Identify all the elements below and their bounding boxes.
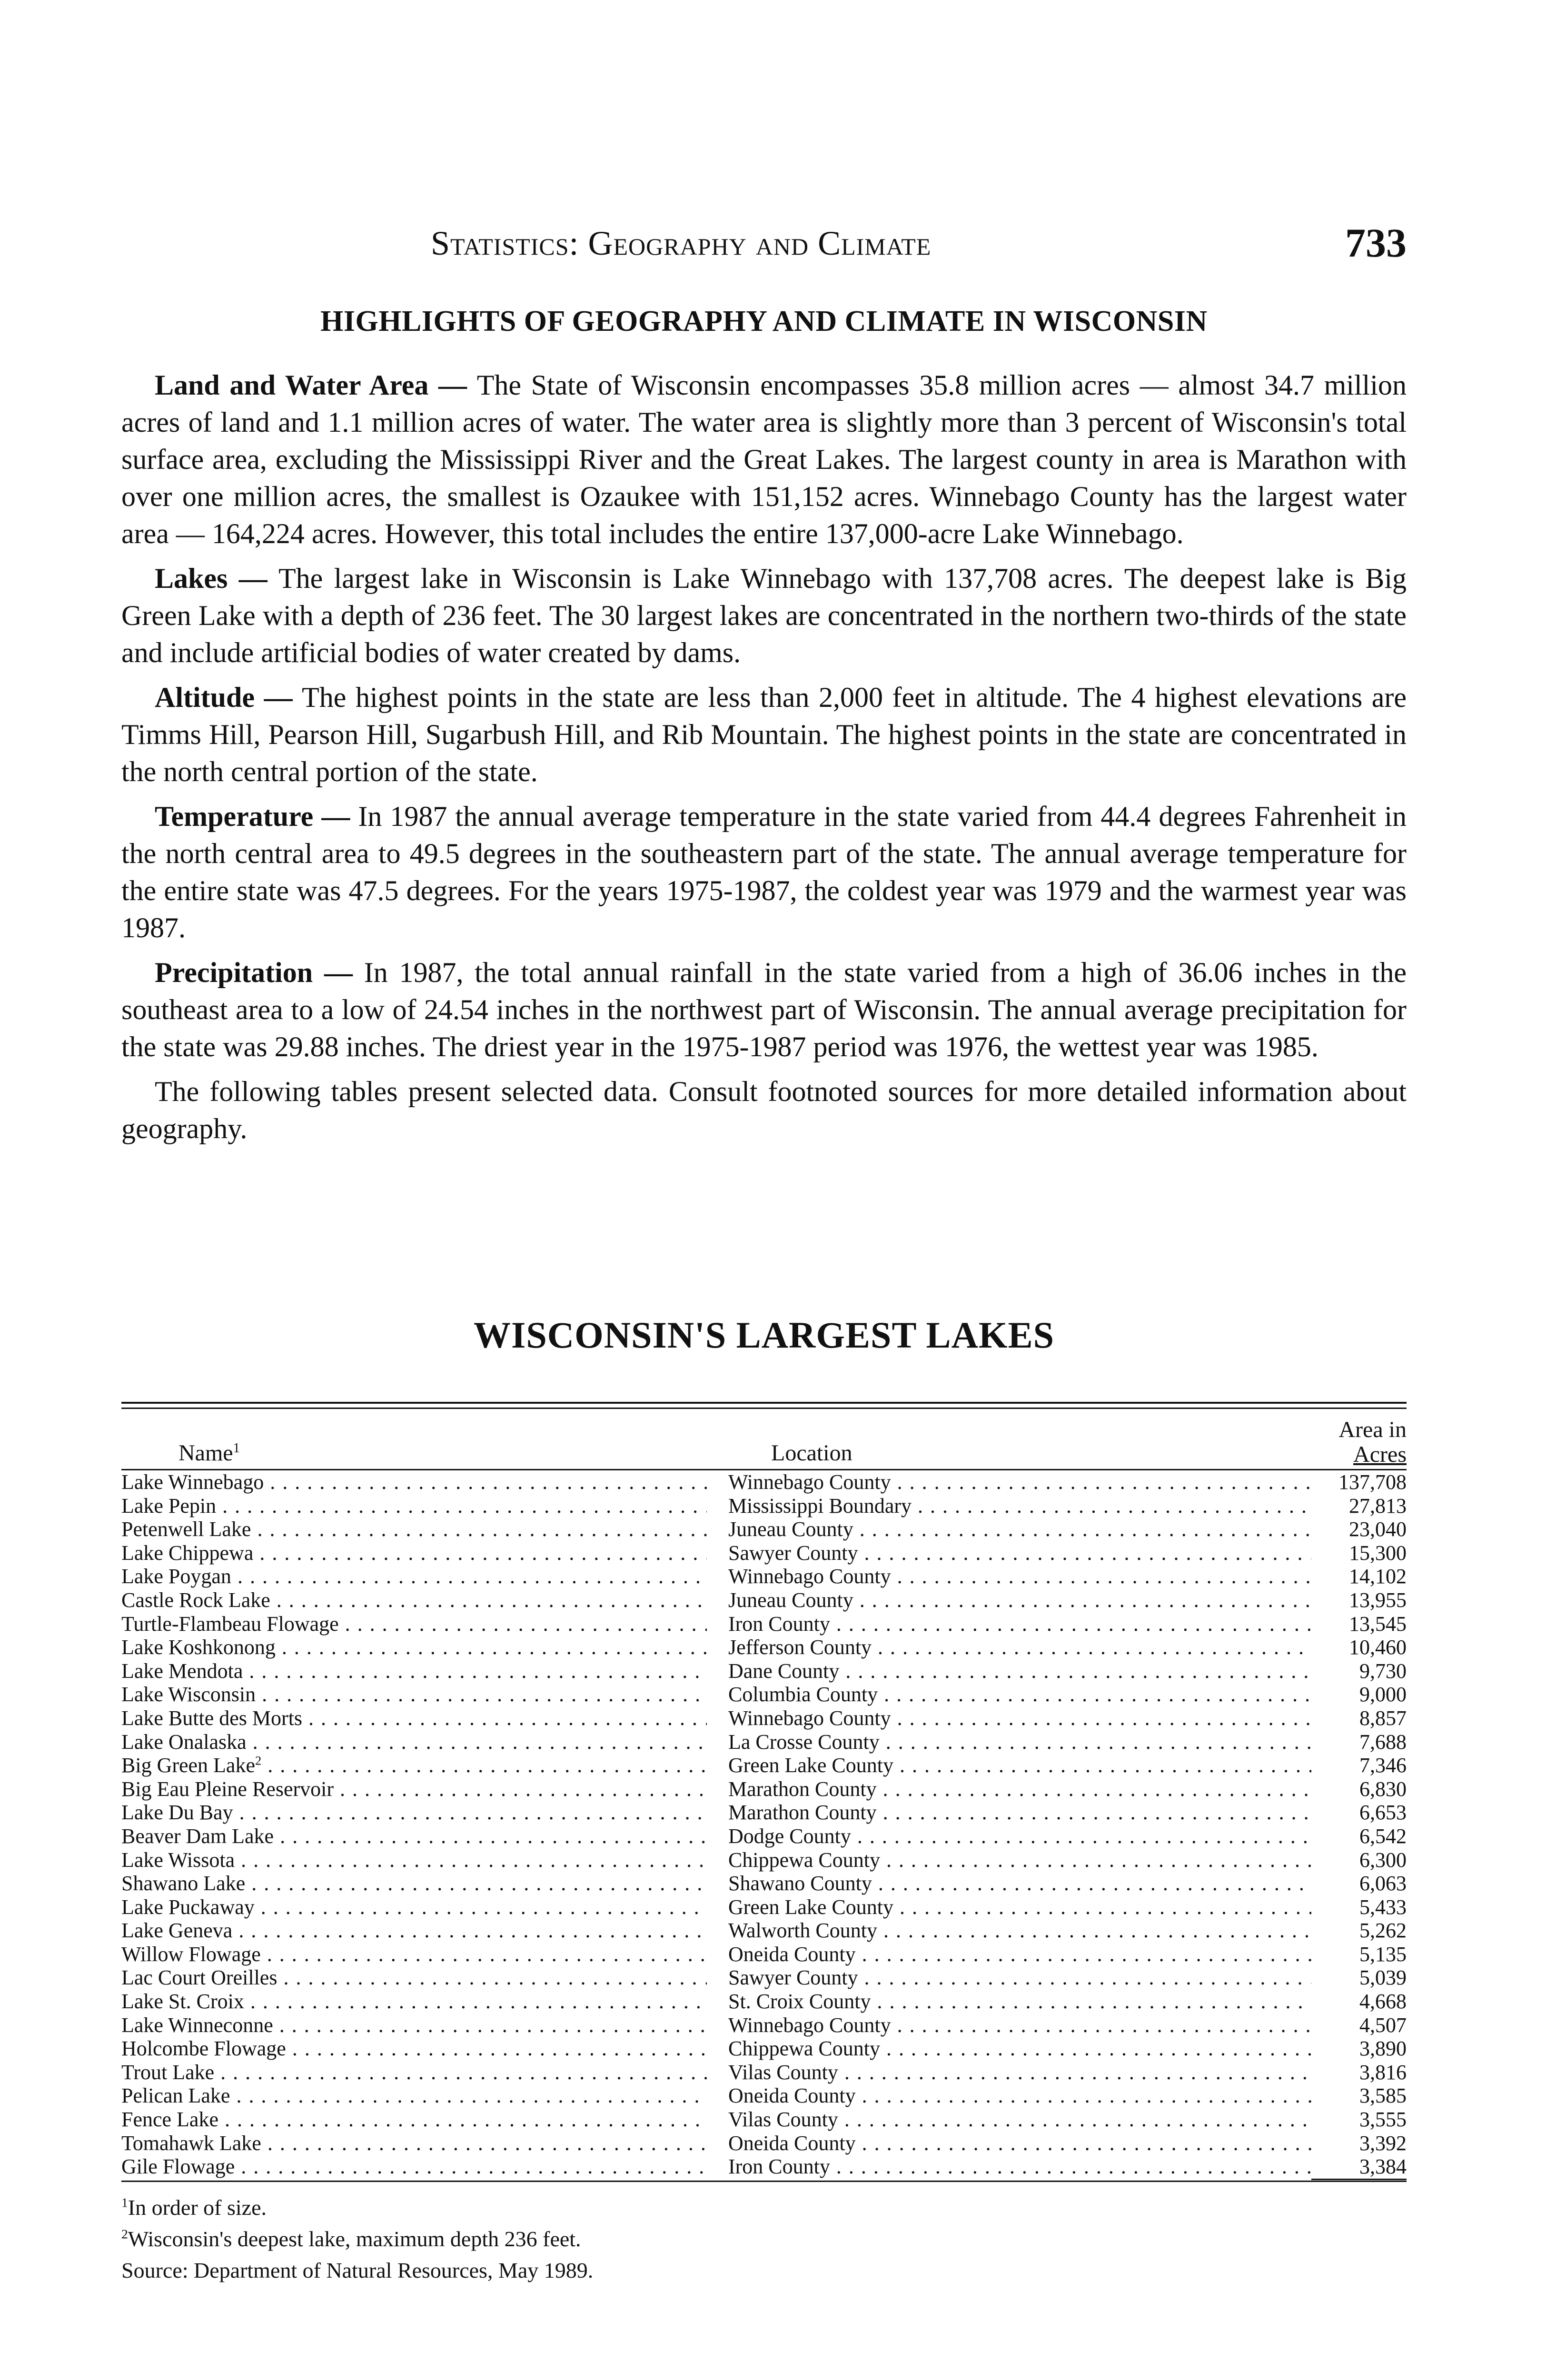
paragraph-text: The largest lake in Wisconsin is Lake Winnebago with 137,708 acres. The deepest lake is Big Green Lake with a depth of 236 feet. The 30 largest lakes are concentrated in the northern two-thirds of the state and include artificial bodies of water created by dams.: [121, 563, 1407, 668]
paragraph-tables-intro: [121, 1073, 1407, 1147]
lake-name: Lake Geneva: [121, 1919, 233, 1943]
lake-name-cell: [121, 1659, 707, 1683]
area-acres: 6,653: [1311, 1801, 1407, 1825]
source-note: [121, 2255, 978, 2286]
area-acres: 3,384: [1311, 2155, 1407, 2180]
lake-name-cell: [121, 2061, 707, 2084]
lake-name: Petenwell Lake: [121, 1517, 251, 1541]
paragraph-lead: Precipitation —: [155, 957, 364, 988]
area-acres: 5,262: [1311, 1919, 1407, 1943]
footnote-text: Wisconsin's deepest lake, maximum depth 236 feet.: [128, 2227, 581, 2251]
lake-name: Lake Onalaska: [121, 1730, 247, 1754]
location-leader: [728, 2061, 1326, 2084]
lake-name-cell: [121, 1706, 707, 1730]
table-row: [121, 1636, 1407, 1659]
lake-name-cell: [121, 1683, 707, 1706]
area-acres: 13,955: [1311, 1588, 1407, 1612]
table-top-rule: [121, 1402, 1407, 1409]
footnote-mark: 2: [121, 2226, 128, 2241]
location-leader: [728, 1541, 1326, 1565]
table-row: [121, 1754, 1407, 1777]
area-acres: 4,668: [1311, 1990, 1407, 2013]
lake-name: Fence Lake: [121, 2108, 218, 2132]
location: Juneau County: [728, 1517, 853, 1541]
paragraph-lead: Altitude —: [155, 682, 302, 713]
lake-name-cell: [121, 2132, 707, 2155]
table-row: [121, 2061, 1407, 2084]
location-leader: [728, 2108, 1326, 2132]
table-row: [121, 1588, 1407, 1612]
table-row: [121, 1470, 1407, 1494]
lake-name-cell: [121, 1825, 707, 1848]
column-header-name-label: Name: [178, 1440, 233, 1466]
paragraph-text: The highest points in the state are less than 2,000 feet in altitude. The 4 highest elevations are Timms Hill, Pearson Hill, Sugarbush Hill, and Rib Mountain. The highest points in the state are concentrated in the north central portion of the state.: [121, 682, 1407, 787]
lake-name: Lake Poygan: [121, 1565, 231, 1588]
lake-name: Lake St. Croix: [121, 1990, 244, 2013]
paragraph-text: The following tables present selected data. Consult footnoted sources for more detailed information about geography.: [121, 1076, 1407, 1144]
lake-name: Big Eau Pleine Reservoir: [121, 1777, 334, 1801]
table-bottom-rule: [121, 2181, 1407, 2182]
table-row: [121, 1895, 1407, 1919]
location: Vilas County: [728, 2108, 838, 2132]
footnote-2: [121, 2223, 978, 2255]
location: Chippewa County: [728, 2037, 880, 2061]
area-acres: 13,545: [1311, 1612, 1407, 1636]
table-row: [121, 1872, 1407, 1895]
lake-name-cell: [121, 1470, 707, 1494]
lake-name-cell: [121, 1919, 707, 1943]
area-acres: 6,063: [1311, 1872, 1407, 1895]
location: St. Croix County: [728, 1990, 871, 2013]
paragraph-lead: Lakes —: [155, 563, 279, 594]
lake-name-cell: [121, 1612, 707, 1636]
area-acres: 4,507: [1311, 2013, 1407, 2037]
paragraph-land-water: [121, 367, 1407, 552]
location-leader: [728, 1659, 1326, 1683]
paragraph-text: In 1987, the total annual rainfall in the state varied from a high of 36.06 inches in the southeast area to a low of 24.54 inches in the northwest part of Wisconsin. The annual average precipitation for the state was 29.88 inches. The driest year in the 1975-1987 period was 1976, the wettest year was 1985.: [121, 957, 1407, 1062]
lake-name: Tomahawk Lake: [121, 2131, 261, 2155]
location-leader: [728, 1517, 1326, 1541]
location: Walworth County: [728, 1919, 877, 1943]
area-acres: 14,102: [1311, 1565, 1407, 1588]
location-leader: [728, 1730, 1326, 1754]
lake-name: Willow Flowage: [121, 1942, 261, 1966]
area-acres: 3,555: [1311, 2108, 1407, 2132]
highlights-heading: HIGHLIGHTS OF GEOGRAPHY AND CLIMATE IN WISCONSIN: [320, 305, 1208, 337]
column-header-area-line2: Acres: [1353, 1442, 1407, 1467]
location-leader: [728, 1825, 1326, 1848]
location: Jefferson County: [728, 1636, 872, 1659]
lake-name-cell: [121, 2155, 707, 2179]
table-row: [121, 2155, 1407, 2179]
location-leader: [728, 1565, 1326, 1588]
lake-name: Lake Butte des Morts: [121, 1706, 303, 1730]
location-leader: [728, 1801, 1326, 1825]
area-acres: 6,830: [1311, 1777, 1407, 1801]
lakes-table: [121, 1402, 1407, 2182]
lake-name-cell: [121, 1517, 707, 1541]
table-row: [121, 1683, 1407, 1706]
location: Green Lake County: [728, 1895, 893, 1919]
lake-name-cell: [121, 1777, 707, 1801]
lake-name: Lake Chippewa: [121, 1541, 254, 1565]
location: Oneida County: [728, 2084, 856, 2108]
lake-name-cell: [121, 1872, 707, 1895]
lake-name: Shawano Lake: [121, 1872, 246, 1895]
lake-name-cell: [121, 1801, 707, 1825]
table-row: [121, 1848, 1407, 1872]
table-row: [121, 1565, 1407, 1588]
lake-name: Lake Koshkonong: [121, 1636, 276, 1659]
location-leader: [728, 1990, 1326, 2013]
location-leader: [728, 2132, 1326, 2155]
location-leader: [728, 1588, 1326, 1612]
table-body: [121, 1470, 1407, 2179]
page-number: 733: [1345, 220, 1407, 266]
location: Iron County: [728, 1612, 830, 1636]
lake-name: Holcombe Flowage: [121, 2037, 286, 2061]
lake-name: Turtle-Flambeau Flowage: [121, 1612, 339, 1636]
location-leader: [728, 1895, 1326, 1919]
area-acres: 6,542: [1311, 1825, 1407, 1848]
column-header-name: [178, 1440, 240, 1466]
table-header: [121, 1412, 1407, 1470]
table-row: [121, 1494, 1407, 1518]
lake-name: Big Green Lake: [121, 1754, 255, 1777]
location: Oneida County: [728, 1942, 856, 1966]
footnote-text: In order of size.: [128, 2195, 267, 2220]
area-acres: 7,688: [1311, 1730, 1407, 1754]
location-leader: [728, 1848, 1326, 1872]
location: Chippewa County: [728, 1848, 880, 1872]
lake-name: Lac Court Oreilles: [121, 1966, 277, 1990]
location: Mississippi Boundary: [728, 1494, 912, 1517]
location: Dane County: [728, 1659, 840, 1683]
lake-name-cell: [121, 1943, 707, 1966]
paragraph-lakes: [121, 560, 1407, 671]
location: Vilas County: [728, 2060, 838, 2084]
lake-name: Pelican Lake: [121, 2084, 230, 2108]
location: Green Lake County: [728, 1754, 893, 1777]
location: Oneida County: [728, 2131, 856, 2155]
column-header-area-line1: Area in: [1338, 1417, 1407, 1442]
area-acres: 10,460: [1311, 1636, 1407, 1659]
running-title: Statistics: Geography and Climate: [431, 224, 932, 262]
lake-name: Castle Rock Lake: [121, 1588, 270, 1612]
lake-name: Lake Winneconne: [121, 2013, 273, 2037]
location-leader: [728, 1636, 1326, 1659]
location-leader: [728, 1777, 1326, 1801]
area-acres: 5,039: [1311, 1966, 1407, 1990]
location-leader: [728, 1943, 1326, 1966]
area-acres: 27,813: [1311, 1494, 1407, 1518]
table-row: [121, 1706, 1407, 1730]
lake-name: Trout Lake: [121, 2060, 215, 2084]
area-acres: 23,040: [1311, 1517, 1407, 1541]
location-leader: [728, 2013, 1326, 2037]
location: La Crosse County: [728, 1730, 880, 1754]
column-header-area: [1338, 1418, 1407, 1467]
footnote-mark: 1: [121, 2195, 128, 2210]
table-row: [121, 2013, 1407, 2037]
table-row: [121, 1943, 1407, 1966]
location-leader: [728, 2155, 1326, 2179]
area-acres: 3,392: [1311, 2132, 1407, 2155]
lake-name-cell: [121, 1966, 707, 1990]
location: Sawyer County: [728, 1966, 858, 1990]
footnote-ref: 1: [233, 1440, 240, 1456]
table-row: [121, 1517, 1407, 1541]
table-row: [121, 1919, 1407, 1943]
lake-name: Lake Pepin: [121, 1494, 217, 1517]
table-row: [121, 1825, 1407, 1848]
area-acres: 3,890: [1311, 2037, 1407, 2061]
location: Marathon County: [728, 1801, 877, 1825]
paragraph-lead: Temperature —: [155, 801, 358, 832]
lake-name-cell: [121, 1730, 707, 1754]
location-leader: [728, 2037, 1326, 2061]
lake-name: Lake Puckaway: [121, 1895, 255, 1919]
location: Winnebago County: [728, 2013, 891, 2037]
location-leader: [728, 1612, 1326, 1636]
location: Winnebago County: [728, 1565, 891, 1588]
lake-name: Beaver Dam Lake: [121, 1824, 274, 1848]
area-acres: 3,585: [1311, 2084, 1407, 2108]
footnote-1: [121, 2192, 978, 2223]
lake-name-cell: [121, 1754, 707, 1777]
table-row: [121, 1777, 1407, 1801]
highlights-body: [121, 367, 1407, 1155]
lake-name: Lake Wisconsin: [121, 1683, 256, 1706]
area-acres: 8,857: [1311, 1706, 1407, 1730]
location-leader: [728, 1919, 1326, 1943]
lake-name-cell: [121, 1565, 707, 1588]
lake-name-cell: [121, 2013, 707, 2037]
source-text: Source: Department of Natural Resources, May 1989.: [121, 2258, 594, 2282]
area-acres: 6,300: [1311, 1848, 1407, 1872]
location-leader: [728, 1470, 1326, 1494]
area-acres: 137,708: [1311, 1470, 1407, 1494]
lake-name-cell: [121, 2037, 707, 2061]
area-acres: 15,300: [1311, 1541, 1407, 1565]
location: Shawano County: [728, 1872, 872, 1895]
location-leader: [728, 2084, 1326, 2108]
location-leader: [728, 1754, 1326, 1777]
location: Sawyer County: [728, 1541, 858, 1565]
table-row: [121, 1990, 1407, 2013]
location: Marathon County: [728, 1777, 877, 1801]
lakes-table-title: WISCONSIN'S LARGEST LAKES: [474, 1314, 1054, 1356]
location-leader: [728, 1683, 1326, 1706]
location: Columbia County: [728, 1683, 878, 1706]
lake-name-cell: [121, 1990, 707, 2013]
area-acres: 5,135: [1311, 1943, 1407, 1966]
lake-name-cell: [121, 1541, 707, 1565]
table-footnotes: [121, 2192, 978, 2286]
area-acres: 7,346: [1311, 1754, 1407, 1777]
table-row: [121, 2132, 1407, 2155]
lake-name-cell: [121, 2108, 707, 2132]
running-head: [121, 219, 1407, 267]
table-row: [121, 1659, 1407, 1683]
table-row: [121, 2108, 1407, 2132]
location-leader: [728, 1966, 1326, 1990]
lake-name-cell: [121, 1636, 707, 1659]
location: Juneau County: [728, 1588, 853, 1612]
location: Winnebago County: [728, 1470, 891, 1494]
table-row: [121, 1612, 1407, 1636]
location-leader: [728, 1706, 1326, 1730]
location: Iron County: [728, 2155, 830, 2179]
table-row: [121, 2037, 1407, 2061]
lake-name-cell: [121, 1588, 707, 1612]
area-acres: 3,816: [1311, 2061, 1407, 2084]
location: Dodge County: [728, 1824, 851, 1848]
table-row: [121, 1966, 1407, 1990]
location-leader: [728, 1494, 1326, 1518]
lake-name-cell: [121, 1494, 707, 1518]
paragraph-temperature: [121, 798, 1407, 946]
location-leader: [728, 1872, 1326, 1895]
area-acres: 9,000: [1311, 1683, 1407, 1706]
lake-name: Lake Wissota: [121, 1848, 235, 1872]
paragraph-text: The State of Wisconsin encompasses 35.8 million acres — almost 34.7 million acres of land and 1.1 million acres of water. The water area is slightly more than 3 percent of Wisconsin's total surface area, excluding the Mississippi River and the Great Lakes. The largest county in area is Marathon with over one million acres, the smallest is Ozaukee with 151,152 acres. Winnebago County has the largest water area — 164,224 acres. However, this total includes the entire 137,000-acre Lake Winnebago.: [121, 369, 1407, 549]
table-row: [121, 1801, 1407, 1825]
lake-name: Gile Flowage: [121, 2155, 235, 2179]
paragraph-precipitation: [121, 954, 1407, 1065]
column-header-location: Location: [771, 1440, 852, 1466]
paragraph-lead: Land and Water Area —: [155, 369, 477, 401]
table-row: [121, 1541, 1407, 1565]
paragraph-text: In 1987 the annual average temperature in the state varied from 44.4 degrees Fahrenheit in the north central area to 49.5 degrees in the southeastern part of the state. The annual average temperature for the entire state was 47.5 degrees. For the years 1975-1987, the coldest year was 1979 and the warmest year was 1987.: [121, 801, 1407, 943]
lake-name: Lake Du Bay: [121, 1801, 233, 1825]
lake-name-cell: [121, 1895, 707, 1919]
lake-name: Lake Mendota: [121, 1659, 243, 1683]
location: Winnebago County: [728, 1706, 891, 1730]
lake-name-cell: [121, 2084, 707, 2108]
table-row: [121, 2084, 1407, 2108]
lake-name-cell: [121, 1848, 707, 1872]
footnote-ref: 2: [255, 1754, 262, 1768]
paragraph-altitude: [121, 679, 1407, 790]
lake-name: Lake Winnebago: [121, 1470, 264, 1494]
table-row: [121, 1730, 1407, 1754]
area-acres: 9,730: [1311, 1659, 1407, 1683]
area-acres: 5,433: [1311, 1895, 1407, 1919]
